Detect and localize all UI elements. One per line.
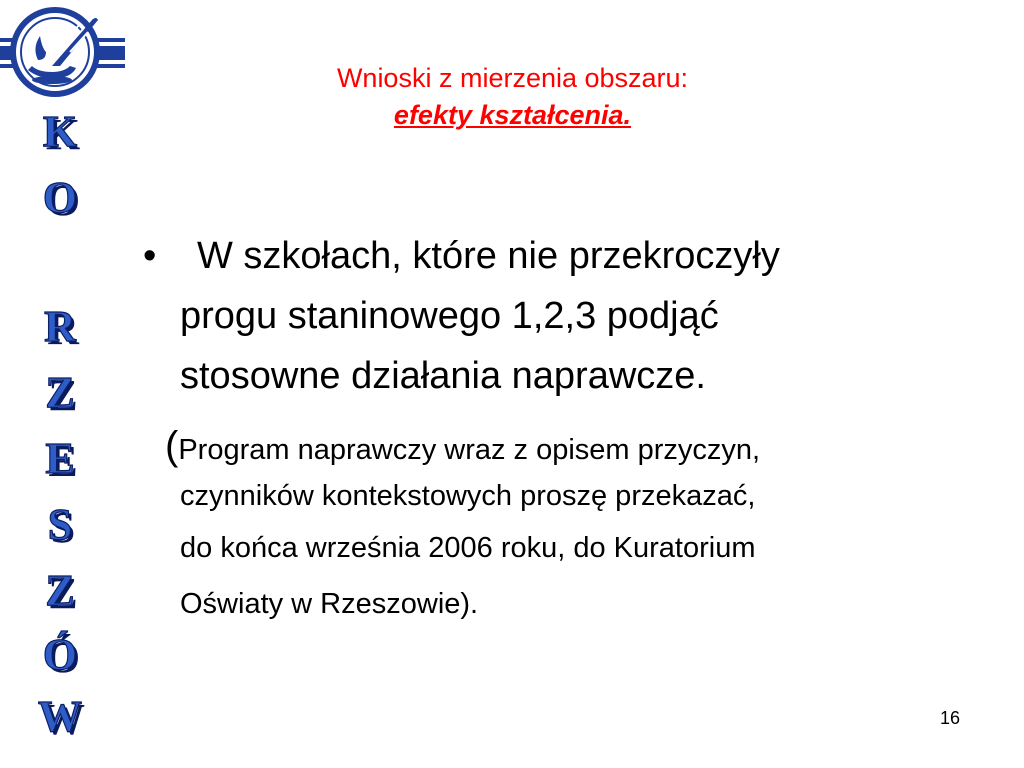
main-text-line-3: stosowne działania naprawcze. [180,355,706,397]
side-letter-r: R [44,302,76,351]
note-line-1-text: Program naprawczy wraz z opisem przyczyn, [178,434,761,466]
note-line-4: Oświaty w Rzeszowie). [180,588,479,620]
side-letter-z-2: Z [45,566,75,615]
slide-subtitle: efekty kształcenia. [393,100,632,130]
side-letter-e: E [45,434,75,483]
side-letter-k: K [42,107,78,156]
note-line-2: czynników kontekstowych proszę przekazać, [180,480,756,512]
note-open-paren: ( [165,424,179,468]
note-line-1 [165,424,761,468]
main-text-line-2: progu staninowego 1,2,3 podjąć [180,295,719,337]
main-text-line-1: W szkołach, które nie przekroczyły [197,235,780,277]
oil-lamp-and-quill-logo [0,0,125,110]
side-letter-o-acute: Ó [42,630,78,679]
side-letter-s: S [47,500,73,549]
bullet-marker: • [143,235,157,277]
side-letter-z: Z [45,368,75,417]
side-letter-o: O [42,173,78,222]
side-letter-w: W [38,692,82,741]
note-line-3: do końca września 2006 roku, do Kuratorium [180,532,756,564]
slide-title: Wnioski z mierzenia obszaru: [336,63,689,93]
page-number: 16 [940,708,961,728]
